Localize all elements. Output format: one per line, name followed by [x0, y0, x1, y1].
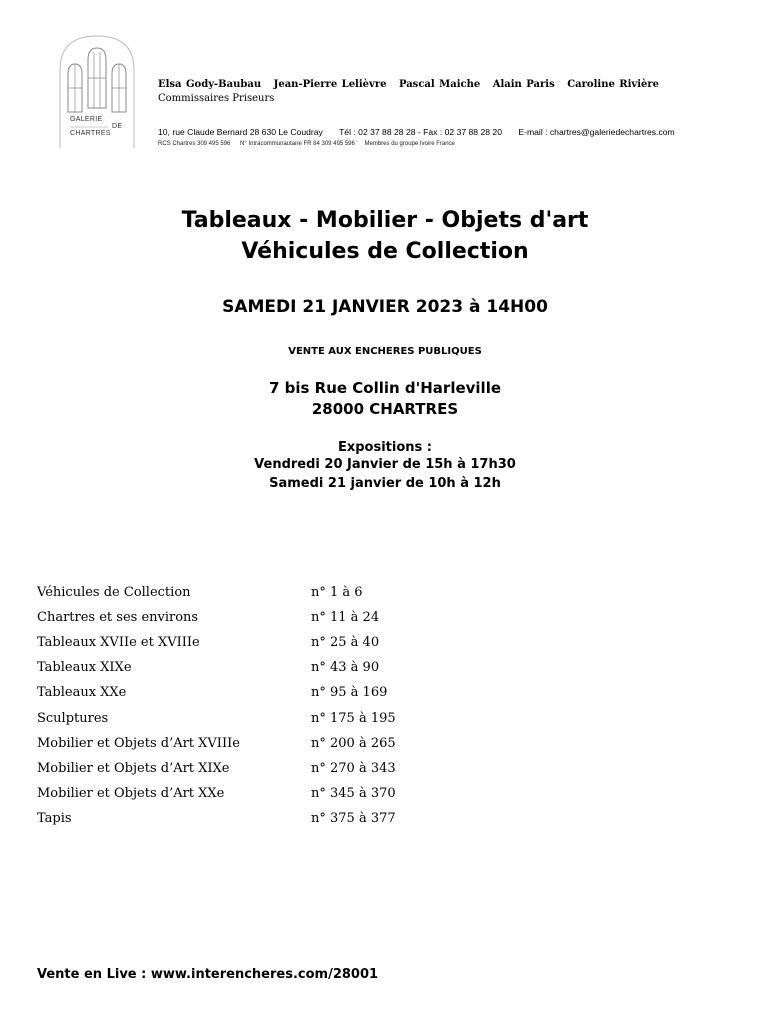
lot-numbers: n° 175 à 195 — [311, 710, 396, 726]
sale-street: 7 bis Rue Collin d'Harleville — [268, 379, 502, 397]
vat-number: N° Intracommunautaire FR 84 309 495 596 — [240, 141, 355, 147]
lot-category: Véhicules de Collection — [37, 585, 191, 601]
exposition-saturday: Samedi 21 janvier de 10h à 12h — [269, 476, 501, 491]
name-4: Alain Paris — [492, 79, 555, 90]
lot-category: Tableaux XIXe — [37, 660, 132, 676]
sale-city: 28000 CHARTRES — [311, 400, 459, 418]
list-item — [37, 731, 537, 756]
lot-numbers: n° 375 à 377 — [311, 810, 396, 826]
logo-text-de: DE — [112, 123, 123, 130]
rcs-number: RCS Chartres 309 495 596 — [158, 141, 231, 147]
lot-category: Mobilier et Objets d’Art XIXe — [37, 760, 230, 776]
list-item — [37, 605, 537, 630]
exposition-friday: Vendredi 20 Janvier de 15h à 17h30 — [254, 457, 516, 472]
lot-category: Tableaux XXe — [37, 685, 127, 701]
email-address: E-mail : chartres@galeriedechartres.com — [518, 127, 675, 137]
name-5: Caroline Rivière — [567, 79, 660, 90]
sale-type: VENTE AUX ENCHERES PUBLIQUES — [288, 346, 482, 357]
name-1: Elsa Gody-Baubau — [158, 79, 262, 90]
name-3: Pascal Maiche — [398, 79, 481, 90]
logo-text-chartres: CHARTRES — [70, 130, 111, 137]
lots-list — [37, 580, 537, 831]
list-item — [37, 630, 537, 655]
list-item — [37, 680, 537, 705]
live-sale-link: Vente en Live : www.interencheres.com/28001 — [37, 967, 379, 982]
list-item — [37, 781, 537, 806]
title-line-1: Tableaux - Mobilier - Objets d'art — [181, 208, 589, 233]
letterhead-contact — [158, 127, 675, 137]
expositions-title: Expositions : — [337, 440, 432, 455]
galerie-logo — [58, 34, 136, 150]
lot-numbers: n° 270 à 343 — [311, 760, 396, 776]
lot-numbers: n° 200 à 265 — [311, 735, 396, 751]
title-line-2: Véhicules de Collection — [241, 239, 529, 264]
auctioneer-names — [158, 79, 667, 90]
list-item — [37, 705, 537, 730]
lot-category: Mobilier et Objets d’Art XXe — [37, 785, 225, 801]
sale-date: SAMEDI 21 JANVIER 2023 à 14H00 — [222, 297, 548, 317]
lot-numbers: n° 43 à 90 — [311, 660, 380, 676]
lot-numbers: n° 25 à 40 — [311, 635, 380, 651]
list-item — [37, 655, 537, 680]
letterhead-legal — [158, 141, 455, 147]
list-item — [37, 580, 537, 605]
lot-category: Chartres et ses environs — [37, 610, 199, 626]
list-item — [37, 756, 537, 781]
lot-category: Sculptures — [37, 710, 109, 726]
lot-numbers: n° 95 à 169 — [311, 685, 388, 701]
list-item — [37, 806, 537, 831]
lot-category: Tapis — [37, 810, 72, 826]
lot-category: Tableaux XVIIe et XVIIIe — [37, 635, 200, 651]
auctioneer-role: Commissaires Priseurs — [158, 93, 275, 104]
phone-fax: Tél : 02 37 88 28 28 - Fax : 02 37 88 28 20 — [339, 127, 502, 137]
postal-address: 10, rue Claude Bernard 28 630 Le Coudray — [158, 127, 323, 137]
lot-category: Mobilier et Objets d’Art XVIIIe — [37, 735, 240, 751]
lot-numbers: n° 1 à 6 — [311, 585, 363, 601]
name-2: Jean-Pierre Lelièvre — [273, 79, 387, 90]
group-membership: Membres du groupe Ivoire France — [364, 141, 455, 147]
lot-numbers: n° 345 à 370 — [311, 785, 396, 801]
lot-numbers: n° 11 à 24 — [311, 610, 380, 626]
logo-text-galerie: GALERIE — [70, 116, 103, 123]
